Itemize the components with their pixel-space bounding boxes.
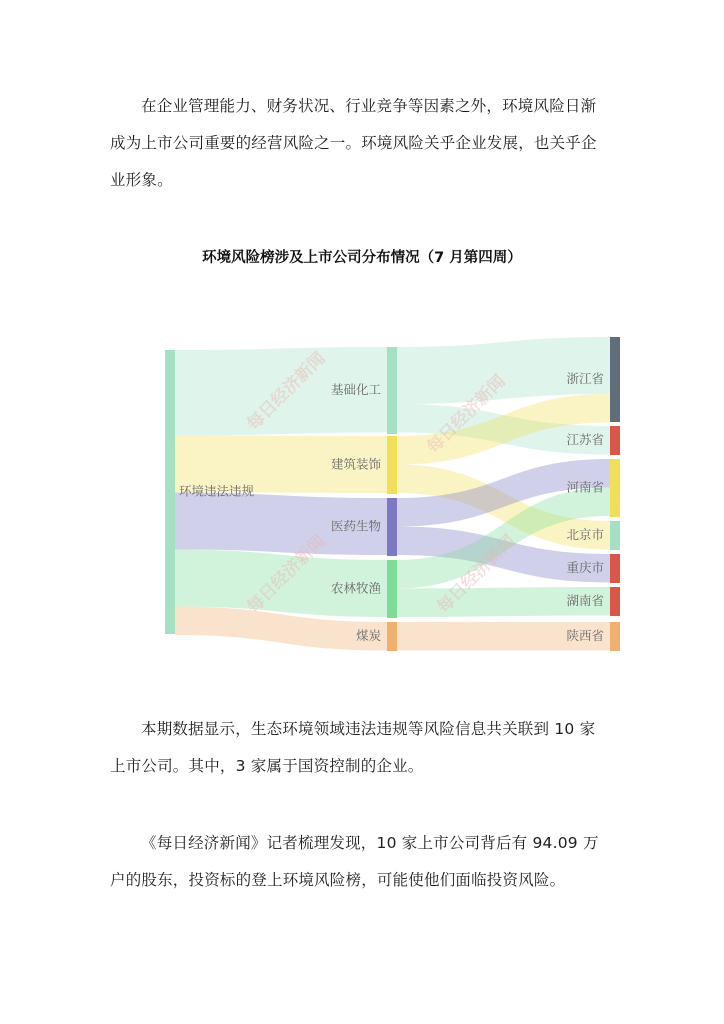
data-note-paragraph: 本期数据显示，生态环境领域违法违规等风险信息共关联到 10 家上市公司。其中，3 家属于国资控制的企业。 <box>110 720 596 775</box>
sankey-label-cq: 重庆市 <box>566 560 604 575</box>
sankey-label-root: 环境违法违规 <box>179 483 255 499</box>
sankey-label-hun: 湖南省 <box>566 593 604 608</box>
chart-title: 环境风险榜涉及上市公司分布情况（7 月第四周） <box>202 250 522 266</box>
sankey-node-agri <box>387 560 397 618</box>
sankey-label-js: 江苏省 <box>566 432 604 447</box>
sankey-label-bj: 北京市 <box>566 527 604 542</box>
investors-paragraph: 《每日经济新闻》记者梳理发现，10 家上市公司背后有 94.09 万户的股东，投资标的登上环境风险榜，可能使他们面临投资风险。 <box>110 834 599 889</box>
sankey-node-zj <box>610 337 620 422</box>
sankey-label-coal: 煤炭 <box>355 628 381 643</box>
watermark-text: 每日经济新闻 <box>243 531 330 618</box>
watermark-text: 每日经济新闻 <box>433 531 520 618</box>
sankey-label-med: 医药生物 <box>330 518 381 534</box>
sankey-label-chem: 基础化工 <box>330 382 381 397</box>
sankey-node-js <box>610 426 620 455</box>
sankey-node-sx <box>610 622 620 651</box>
sankey-node-bj <box>610 521 620 550</box>
sankey-label-build: 建筑装饰 <box>330 456 381 472</box>
sankey-label-hn: 河南省 <box>566 479 604 495</box>
sankey-node-hn <box>610 459 620 517</box>
intro-paragraph: 在企业管理能力、财务状况、行业竞争等因素之外，环境风险日渐成为上市公司重要的经营风险之一。环境风险关乎企业发展，也关乎企业形象。 <box>110 97 597 189</box>
sankey-node-root <box>165 350 175 634</box>
sankey-node-build <box>387 436 397 494</box>
watermark-text: 每日经济新闻 <box>423 371 510 458</box>
sankey-node-coal <box>387 622 397 651</box>
sankey-label-sx: 陕西省 <box>566 628 604 643</box>
sankey-label-zj: 浙江省 <box>566 371 604 386</box>
sankey-node-hun <box>610 587 620 616</box>
sankey-node-chem <box>387 347 397 434</box>
sankey-label-agri: 农林牧渔 <box>330 580 381 596</box>
sankey-node-med <box>387 498 397 556</box>
sankey-node-cq <box>610 554 620 583</box>
watermark-text: 每日经济新闻 <box>243 348 330 435</box>
